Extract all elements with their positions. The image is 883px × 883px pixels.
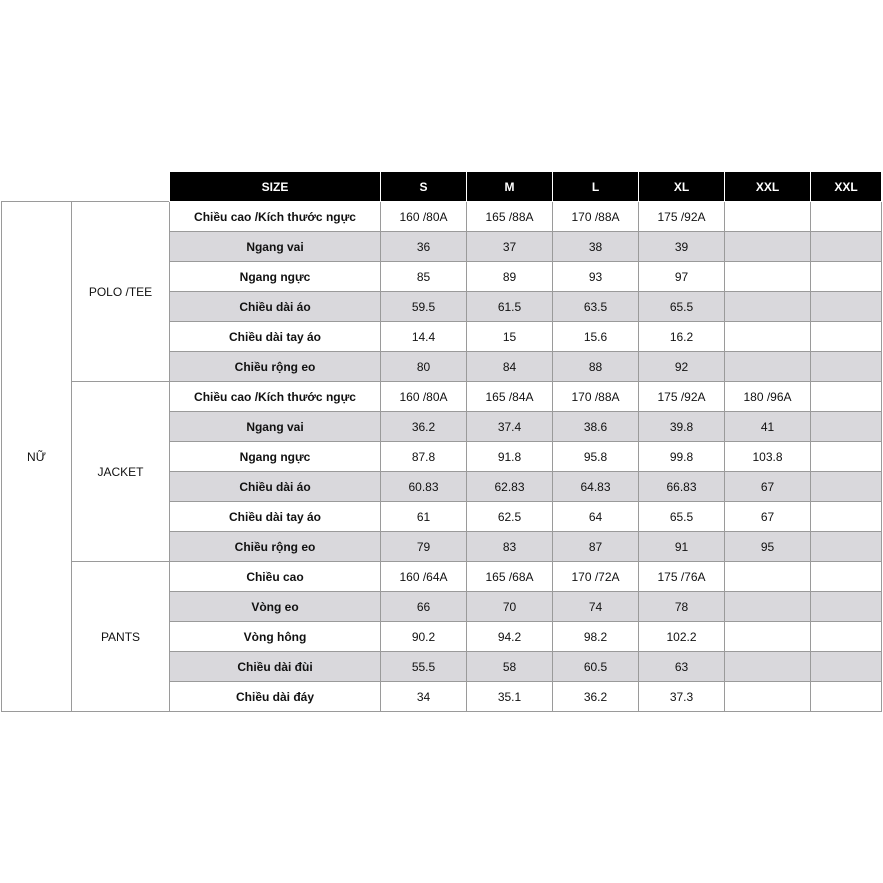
measurement-value: 67 xyxy=(725,502,811,532)
category-cell: POLO /TEE xyxy=(72,202,170,382)
measurement-value: 88 xyxy=(553,352,639,382)
measurement-label: Chiều dài tay áo xyxy=(170,322,381,352)
measurement-value: 61.5 xyxy=(467,292,553,322)
measurement-value: 91.8 xyxy=(467,442,553,472)
measurement-value: 67 xyxy=(725,472,811,502)
measurement-value: 55.5 xyxy=(381,652,467,682)
measurement-value: 175 /76A xyxy=(639,562,725,592)
measurement-value: 102.2 xyxy=(639,622,725,652)
measurement-label: Chiều cao xyxy=(170,562,381,592)
measurement-label: Chiều dài tay áo xyxy=(170,502,381,532)
measurement-value: 175 /92A xyxy=(639,202,725,232)
measurement-value xyxy=(811,412,882,442)
measurement-value: 103.8 xyxy=(725,442,811,472)
measurement-label: Ngang vai xyxy=(170,232,381,262)
measurement-value: 61 xyxy=(381,502,467,532)
measurement-value: 91 xyxy=(639,532,725,562)
measurement-value: 60.83 xyxy=(381,472,467,502)
measurement-value xyxy=(725,652,811,682)
table-row xyxy=(2,562,882,592)
measurement-value: 36.2 xyxy=(381,412,467,442)
measurement-value: 175 /92A xyxy=(639,382,725,412)
category-cell: JACKET xyxy=(72,382,170,562)
measurement-value: 39.8 xyxy=(639,412,725,442)
measurement-value: 95.8 xyxy=(553,442,639,472)
measurement-value: 87 xyxy=(553,532,639,562)
header-blank-cell xyxy=(72,172,170,202)
measurement-value: 62.83 xyxy=(467,472,553,502)
measurement-label: Ngang ngực xyxy=(170,262,381,292)
measurement-value xyxy=(725,262,811,292)
size-header-xl: XL xyxy=(639,172,725,202)
measurement-value xyxy=(725,562,811,592)
measurement-value xyxy=(811,292,882,322)
measurement-value: 165 /84A xyxy=(467,382,553,412)
measurement-value xyxy=(725,322,811,352)
header-blank-cell xyxy=(2,172,72,202)
measurement-label: Chiều cao /Kích thước ngực xyxy=(170,382,381,412)
measurement-value: 66.83 xyxy=(639,472,725,502)
measurement-value: 14.4 xyxy=(381,322,467,352)
measurement-value: 38.6 xyxy=(553,412,639,442)
measurement-value: 62.5 xyxy=(467,502,553,532)
measurement-value xyxy=(811,382,882,412)
measurement-value: 165 /68A xyxy=(467,562,553,592)
measurement-value: 65.5 xyxy=(639,502,725,532)
measurement-value: 95 xyxy=(725,532,811,562)
category-cell: PANTS xyxy=(72,562,170,712)
measurement-label: Vòng hông xyxy=(170,622,381,652)
size-header-s: S xyxy=(381,172,467,202)
measurement-value: 99.8 xyxy=(639,442,725,472)
measurement-value: 64.83 xyxy=(553,472,639,502)
measurement-value xyxy=(725,232,811,262)
size-header-xxl: XXL xyxy=(725,172,811,202)
measurement-value: 84 xyxy=(467,352,553,382)
measurement-value xyxy=(811,592,882,622)
measurement-label: Chiều dài đáy xyxy=(170,682,381,712)
measurement-value: 36 xyxy=(381,232,467,262)
measurement-value: 59.5 xyxy=(381,292,467,322)
measurement-value xyxy=(811,232,882,262)
size-column-header: SIZE xyxy=(170,172,381,202)
measurement-value: 74 xyxy=(553,592,639,622)
measurement-value: 90.2 xyxy=(381,622,467,652)
measurement-value xyxy=(811,352,882,382)
measurement-value: 98.2 xyxy=(553,622,639,652)
measurement-value: 97 xyxy=(639,262,725,292)
measurement-value: 37 xyxy=(467,232,553,262)
measurement-value: 80 xyxy=(381,352,467,382)
measurement-value: 85 xyxy=(381,262,467,292)
measurement-value xyxy=(811,442,882,472)
measurement-value: 94.2 xyxy=(467,622,553,652)
measurement-value: 65.5 xyxy=(639,292,725,322)
measurement-value: 36.2 xyxy=(553,682,639,712)
measurement-value xyxy=(811,262,882,292)
measurement-label: Chiều rộng eo xyxy=(170,352,381,382)
measurement-value: 165 /88A xyxy=(467,202,553,232)
measurement-label: Ngang vai xyxy=(170,412,381,442)
size-header-xxl-2: XXL xyxy=(811,172,882,202)
measurement-label: Ngang ngực xyxy=(170,442,381,472)
measurement-value xyxy=(811,202,882,232)
measurement-value: 170 /88A xyxy=(553,382,639,412)
measurement-value: 38 xyxy=(553,232,639,262)
measurement-value: 70 xyxy=(467,592,553,622)
table-row xyxy=(2,382,882,412)
measurement-value: 170 /72A xyxy=(553,562,639,592)
measurement-value xyxy=(811,562,882,592)
table-row xyxy=(2,202,882,232)
measurement-value xyxy=(725,682,811,712)
size-header-l: L xyxy=(553,172,639,202)
measurement-value: 39 xyxy=(639,232,725,262)
measurement-value: 79 xyxy=(381,532,467,562)
measurement-value xyxy=(725,622,811,652)
measurement-value: 15 xyxy=(467,322,553,352)
measurement-label: Chiều dài áo xyxy=(170,292,381,322)
measurement-label: Chiều rộng eo xyxy=(170,532,381,562)
measurement-value: 64 xyxy=(553,502,639,532)
measurement-label: Chiều cao /Kích thước ngực xyxy=(170,202,381,232)
measurement-value xyxy=(811,502,882,532)
measurement-value: 93 xyxy=(553,262,639,292)
measurement-value xyxy=(725,292,811,322)
measurement-value: 87.8 xyxy=(381,442,467,472)
measurement-value: 37.4 xyxy=(467,412,553,442)
measurement-value xyxy=(725,202,811,232)
measurement-value xyxy=(811,472,882,502)
size-chart-table xyxy=(1,171,882,712)
measurement-value: 170 /88A xyxy=(553,202,639,232)
measurement-value xyxy=(811,682,882,712)
measurement-label: Chiều dài đùi xyxy=(170,652,381,682)
measurement-value xyxy=(811,532,882,562)
measurement-value: 60.5 xyxy=(553,652,639,682)
measurement-label: Chiều dài áo xyxy=(170,472,381,502)
measurement-value: 180 /96A xyxy=(725,382,811,412)
size-chart-body xyxy=(2,172,882,712)
measurement-value: 92 xyxy=(639,352,725,382)
measurement-value: 16.2 xyxy=(639,322,725,352)
measurement-value xyxy=(725,592,811,622)
measurement-value: 63 xyxy=(639,652,725,682)
measurement-value xyxy=(811,622,882,652)
size-header-m: M xyxy=(467,172,553,202)
measurement-value: 37.3 xyxy=(639,682,725,712)
size-header-row xyxy=(2,172,882,202)
measurement-label: Vòng eo xyxy=(170,592,381,622)
measurement-value xyxy=(811,652,882,682)
measurement-value: 15.6 xyxy=(553,322,639,352)
measurement-value: 160 /80A xyxy=(381,202,467,232)
measurement-value: 63.5 xyxy=(553,292,639,322)
measurement-value: 34 xyxy=(381,682,467,712)
measurement-value: 41 xyxy=(725,412,811,442)
measurement-value xyxy=(811,322,882,352)
gender-cell: NỮ xyxy=(2,202,72,712)
measurement-value: 160 /64A xyxy=(381,562,467,592)
measurement-value: 58 xyxy=(467,652,553,682)
measurement-value xyxy=(725,352,811,382)
measurement-value: 83 xyxy=(467,532,553,562)
measurement-value: 78 xyxy=(639,592,725,622)
measurement-value: 66 xyxy=(381,592,467,622)
measurement-value: 89 xyxy=(467,262,553,292)
measurement-value: 35.1 xyxy=(467,682,553,712)
measurement-value: 160 /80A xyxy=(381,382,467,412)
